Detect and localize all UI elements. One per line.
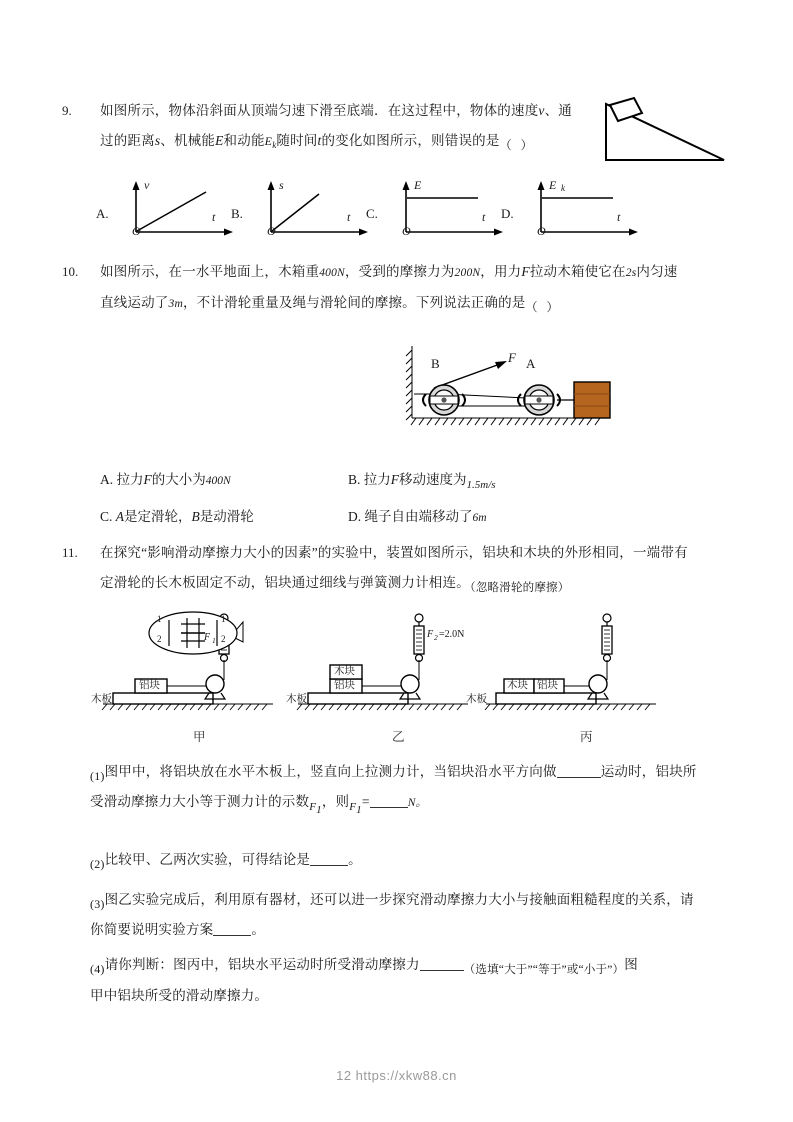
scale-label-f1-sub-jia: 1: [212, 636, 216, 645]
q10-opt-b-sym: F: [390, 472, 400, 487]
q10-opt-b-label: B.: [348, 472, 361, 487]
q9-option-b-graph[interactable]: [231, 178, 375, 238]
block-label-aluminum-jia: 铝块: [139, 680, 160, 691]
pulley-system-figure: [404, 342, 626, 434]
q11-subquestion-2: [90, 845, 740, 875]
q9-option-a-label: A.: [96, 206, 109, 221]
magnifier-right-bottom-jia: 2: [221, 634, 226, 644]
q9-symbol-E: E: [215, 133, 224, 148]
block-label-wood-bing: 木块: [507, 680, 528, 691]
q11-sub1-sym2-sub: 1: [356, 804, 362, 816]
q10-opt-b-text-a: 拉力: [363, 472, 391, 487]
q11-sub1-part-f: N。: [407, 797, 428, 809]
scale-reading-sym-yi: F: [427, 629, 434, 640]
q11-sub2-num: (2): [90, 857, 105, 871]
ground-hatch-yi: [297, 704, 468, 710]
q10-value-3m: 3m: [168, 298, 183, 310]
q11-sub4-blank[interactable]: [420, 957, 464, 971]
q11-sub3-part-b: 你简要说明实验方案: [90, 922, 214, 937]
q9-b-yaxis-label: s: [279, 178, 284, 192]
q10-line2-b: ，不计滑轮重量及绳与滑轮间的摩擦。下列说法正确的是: [182, 295, 526, 310]
apparatus-figure-yi: [286, 608, 490, 720]
q9-option-a-graph[interactable]: [96, 178, 240, 238]
q9-b-origin-label: O: [267, 224, 276, 238]
force-arrow-head: [495, 361, 507, 369]
q11-subquestion-4: [90, 950, 740, 1011]
question-11-number: 11.: [62, 545, 78, 560]
wooden-box: [574, 382, 610, 418]
apparatus-figure-bing: [466, 608, 678, 720]
apparatus-figure-jia: [91, 608, 295, 720]
q11-sub1-blank-1[interactable]: [557, 764, 601, 778]
q9-line2-d: 随时间: [276, 133, 318, 148]
block-label-aluminum-yi: 铝块: [334, 680, 355, 691]
q10-option-a[interactable]: [100, 468, 231, 488]
q9-a-yaxis-label: v: [144, 178, 150, 192]
q9-d-yaxis-label: E: [549, 178, 557, 192]
q11-sub1-part-b: 运动时，铝块所: [600, 764, 697, 779]
q9-a-xaxis-label: t: [212, 210, 216, 224]
q9-line1-tail: 、通: [544, 103, 573, 118]
q9-c-xaxis-label: t: [482, 210, 486, 224]
scale-label-f1-jia: F: [204, 632, 211, 643]
q10-opt-b-text-b: 移动速度为: [399, 472, 467, 487]
long-board-jia: [113, 693, 213, 704]
spring-scale-yi: [414, 614, 424, 662]
q9-line2-b: 、机械能: [160, 133, 216, 148]
magnifier-bubble-jia: [147, 610, 239, 656]
question-9-number: 9.: [62, 103, 72, 118]
q10-opt-d-text-a: 绳子自由端移动了: [364, 509, 473, 524]
q11-sub1-sym1-sub: 1: [316, 804, 322, 816]
question-9-stem: [100, 96, 590, 160]
fixed-pulley-bing: [589, 675, 607, 693]
figure-caption-jia: 甲: [193, 730, 206, 744]
q10-opt-a-text-a: 拉力: [116, 472, 144, 487]
board-label-yi: 木板: [286, 694, 307, 705]
q11-subquestion-1: [90, 757, 740, 821]
q10-line2-a: 直线运动了: [100, 295, 169, 310]
question-11-stem: [100, 538, 730, 599]
q11-sub3-num: (3): [90, 897, 105, 911]
q9-option-d-graph[interactable]: [501, 178, 645, 238]
ground-hatch-jia: [102, 704, 273, 710]
ground-hatching: [411, 418, 604, 425]
q10-option-c[interactable]: [100, 505, 254, 525]
magnifier-left-bottom-jia: 2: [157, 634, 162, 644]
pulley-b-label: B: [431, 356, 440, 371]
q11-subquestion-3: [90, 885, 740, 945]
q11-sub1-part-d: ，则: [321, 794, 350, 809]
q9-a-curve: [137, 192, 206, 231]
q10-opt-c-text-c: 是动滑轮: [199, 509, 254, 524]
q10-line1-c: ，用力: [480, 264, 522, 279]
q10-opt-a-sym: F: [143, 472, 152, 487]
spring-scale-bing: [602, 614, 612, 662]
incline-block: [610, 98, 642, 121]
q10-opt-b-value: 1.5m/s: [466, 479, 496, 491]
magnifier-right-top-jia: 1: [221, 614, 226, 624]
q10-opt-c-sym-a: A: [115, 509, 125, 524]
q11-sub3-part-a: 图乙实验完成后，利用原有器材，还可以进一步探究滑动摩擦力大小与接触面粗糙程度的关系，请: [104, 892, 694, 907]
q9-line2-a: 过的距离: [100, 133, 155, 148]
q10-line1-d: 拉动木箱使它在: [529, 264, 626, 279]
question-10-stem: [100, 257, 720, 319]
q11-sub2-blank[interactable]: [310, 852, 348, 866]
q9-c-origin-label: O: [402, 224, 411, 238]
q11-sub4-part-a: 请你判断：图丙中，铝块水平运动时所受滑动摩擦力: [104, 957, 420, 972]
q9-b-curve: [272, 194, 319, 231]
board-label-jia: 木板: [91, 694, 112, 705]
q9-line2-e: 的变化如图所示，则错误的是: [321, 133, 500, 148]
q11-line1: 在探究“影响滑动摩擦力大小的因素”的实验中，装置如图所示，铝块和木块的外形相同，一端带有: [100, 545, 688, 560]
q10-opt-a-value: 400N: [205, 475, 231, 487]
q11-sub2-part-b: 。: [348, 852, 362, 867]
q10-opt-a-label: A.: [100, 472, 114, 487]
q9-option-c-graph[interactable]: [366, 178, 510, 238]
q9-symbol-s: s: [154, 133, 161, 148]
q9-option-d-label: D.: [501, 206, 514, 221]
q9-option-c-label: C.: [366, 206, 378, 221]
q10-opt-a-text-b: 的大小为: [151, 472, 206, 487]
fixed-pulley-yi: [401, 675, 419, 693]
long-board-bing: [496, 693, 596, 704]
q9-symbol-t: t: [317, 133, 322, 148]
q9-d-yaxis-sub: k: [561, 183, 565, 193]
pulley-a-label: A: [526, 356, 536, 371]
question-10-number: 10.: [62, 264, 79, 279]
magnifier-left-top-jia: 1: [157, 614, 162, 624]
q10-option-b[interactable]: [348, 468, 496, 491]
inclined-plane-figure: [600, 92, 728, 168]
q9-symbol-Ek-sub: k: [272, 140, 277, 150]
q11-sub1-sym1: F: [309, 801, 317, 813]
q11-sub3-part-c: 。: [251, 922, 266, 937]
q11-sub4-part-c: 图: [624, 957, 638, 972]
q11-sub1-part-e: =: [361, 794, 370, 809]
force-f-label: F: [508, 350, 516, 365]
ground-hatch-bing: [485, 704, 656, 710]
q11-sub4-num: (4): [90, 962, 105, 976]
q9-c-yaxis-label: E: [414, 178, 422, 192]
q10-line1-b: ，受到的摩擦力为: [344, 264, 455, 279]
q10-line1-a: 如图所示，在一水平地面上，木箱重: [100, 264, 320, 279]
q11-line2: 定滑轮的长木板固定不动，铝块通过细线与弹簧测力计相连。: [100, 575, 470, 590]
q10-line1-e: 内匀速: [636, 264, 678, 279]
q10-opt-d-value: 6m: [472, 512, 487, 524]
q9-answer-paren[interactable]: （ ）: [499, 138, 536, 152]
q11-sub1-sym2: F: [349, 801, 357, 813]
q9-a-origin-label: O: [132, 224, 141, 238]
q9-b-xaxis-label: t: [347, 210, 351, 224]
scale-reading-value-yi: =2.0N: [439, 629, 465, 640]
q11-line2-note: （忽略滑轮的摩擦）: [469, 582, 570, 594]
wall-hatching: [406, 346, 412, 420]
fixed-pulley-jia: [206, 675, 224, 693]
q10-answer-paren[interactable]: （ ）: [525, 300, 562, 314]
pulley-b: [423, 385, 465, 415]
q10-value-400N: 400N: [319, 267, 345, 279]
q11-sub1-num: (1): [90, 769, 105, 783]
q10-opt-c-label: C.: [100, 509, 113, 524]
q10-value-200N: 200N: [454, 267, 481, 279]
q9-line2-c: 和动能: [223, 133, 265, 148]
q11-sub4-part-d: 甲中铝块所受的滑动摩擦力。: [90, 988, 269, 1003]
q11-sub1-part-a: 图甲中，将铝块放在水平木板上，竖直向上拉测力计，当铝块沿水平方向做: [104, 764, 557, 779]
figure-caption-yi: 乙: [392, 730, 405, 744]
long-board-yi: [308, 693, 408, 704]
page-footer-watermark: 12 https://xkw88.cn: [336, 1068, 457, 1083]
scale-reading-sub-yi: 2: [434, 633, 438, 642]
q10-opt-c-sym-b: B: [191, 509, 200, 524]
q9-d-xaxis-label: t: [617, 210, 621, 224]
q11-sub4-part-b: （选填“大于”“等于”或“小于”）: [463, 964, 625, 976]
pulley-a: [518, 385, 560, 415]
q10-symbol-F: F: [521, 264, 530, 279]
block-label-wood-yi: 木块: [334, 666, 355, 677]
q10-opt-c-text-b: 是定滑轮，: [124, 509, 192, 524]
board-label-bing: 木板: [466, 694, 487, 705]
q9-symbol-v: v: [538, 103, 545, 118]
q9-option-b-label: B.: [231, 206, 243, 221]
q11-sub3-blank[interactable]: [213, 922, 251, 936]
q10-opt-d-label: D.: [348, 509, 362, 524]
q9-d-origin-label: O: [537, 224, 546, 238]
q10-option-d[interactable]: [348, 505, 487, 525]
q9-symbol-Ek: E: [264, 134, 273, 148]
q11-sub2-part-a: 比较甲、乙两次实验，可得结论是: [104, 852, 311, 867]
q11-sub1-part-c: 受滑动摩擦力大小等于测力计的示数: [90, 794, 310, 809]
figure-caption-bing: 丙: [580, 730, 593, 744]
q9-line1-text: 如图所示，物体沿斜面从顶端匀速下滑至底端．在这过程中，物体的速度: [100, 103, 539, 118]
q11-sub1-blank-2[interactable]: [370, 794, 408, 808]
q10-value-2s: 2s: [625, 267, 637, 279]
block-label-aluminum-bing: 铝块: [537, 680, 558, 691]
